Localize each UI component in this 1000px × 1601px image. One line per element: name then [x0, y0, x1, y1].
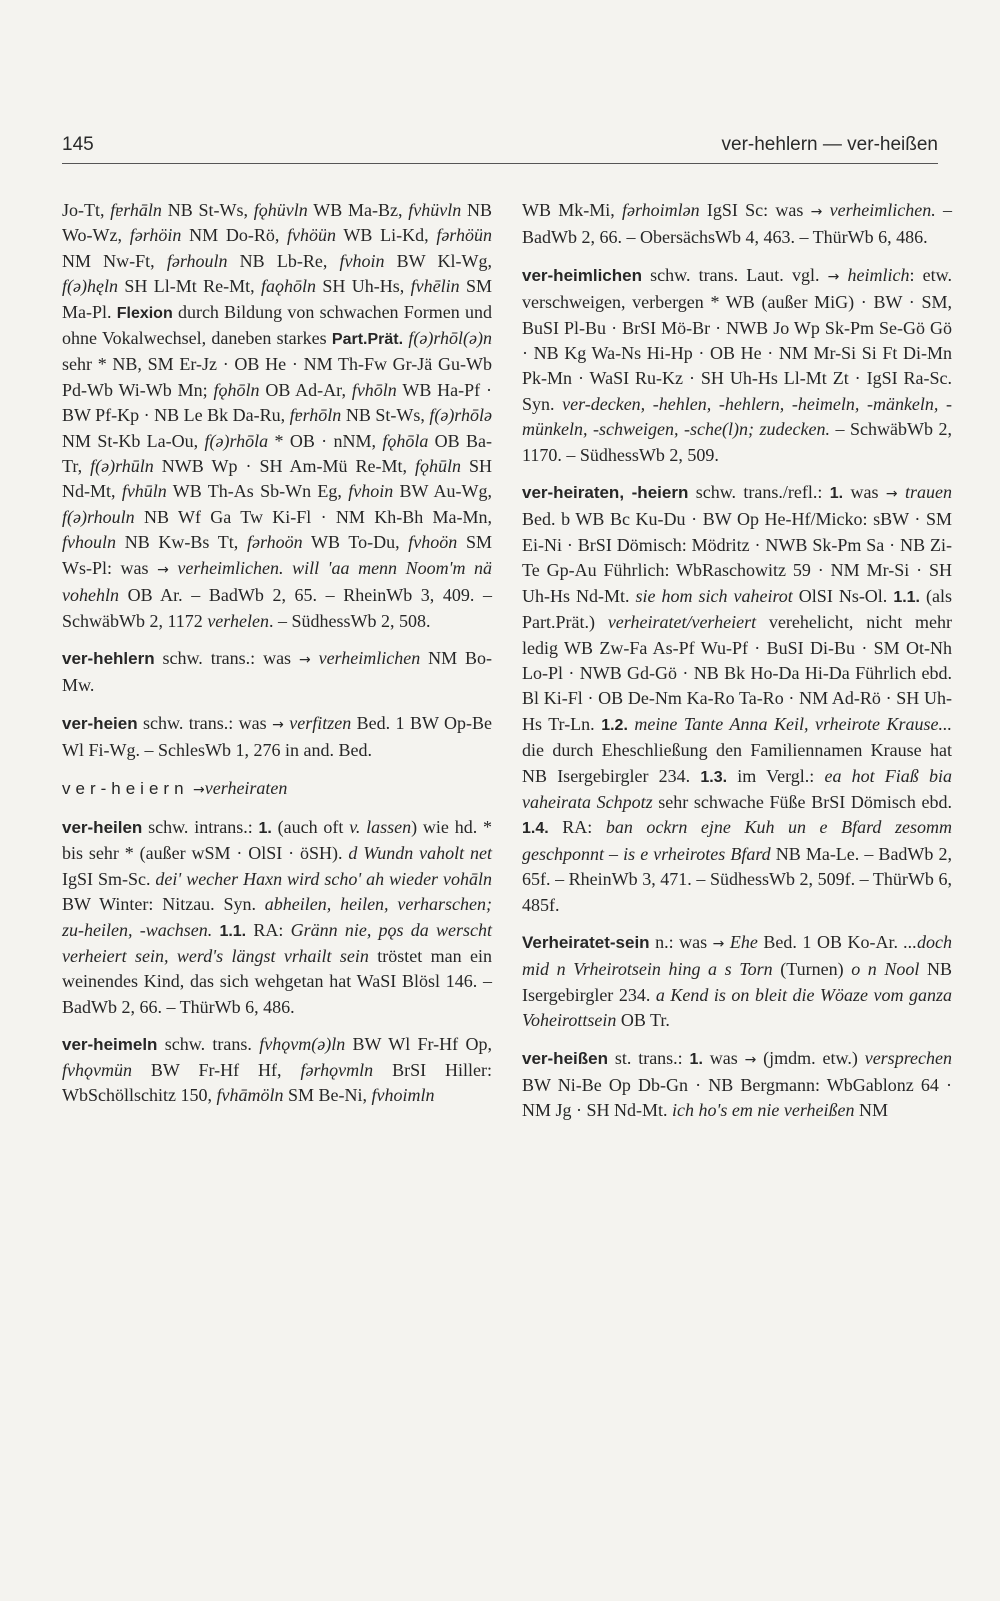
text: NWB Wp · SH Am-Mü Re-Mt,: [153, 456, 415, 477]
text: OB Ar. – BadWb 2, 65. – RheinWb 3, 409. – SchwäbWb 2, 1172: [62, 585, 492, 631]
italic-text: verheiratet/verheiert: [607, 612, 757, 633]
text: schw. intrans.:: [142, 816, 259, 837]
text: NB Wo-Wz,: [62, 200, 492, 246]
running-title: ver-hehlern — ver-heißen: [721, 134, 938, 155]
text: NB Ma-Le. – BadWb 2, 65f. – RheinWb 3, 471. – SüdhessWb 2, 509f. – ThürWb 6, 485f.: [522, 843, 952, 915]
text: verehelicht, nicht mehr ledig WB Zw-Fa As-Pf Wu-Pf · BuSI Di-Bu · SM Ot-Nh Lo-Pl · NWB Gd-Gö · NB Bk Ho-Da Hi-Da Führlich ebd. Bl Ki-Fl · OB De-Nm Ka-Ro Ta-Ro · NM Ad-Rö · SH Uh-Hs Tr-Ln.: [522, 612, 952, 734]
italic-text: versprechen: [864, 1047, 952, 1068]
italic-text: fərhǫvmln: [300, 1059, 374, 1080]
bold-marker: 1.1.: [219, 922, 247, 940]
italic-text: ban ockrn ejne Kuh un e Bfard zesomm geschponnt – is e vrheirotes Bfard: [522, 817, 952, 864]
bold-marker: 1.4.: [522, 820, 549, 838]
text: WB Li-Kd,: [336, 225, 437, 246]
italic-text: meine Tante Anna Keil, vrheirote Krause...: [634, 713, 952, 734]
italic-text: sie hom sich vaheirot: [635, 585, 793, 606]
text: * OB · nNM,: [268, 430, 383, 451]
text: SM Ma-Pl.: [62, 276, 492, 322]
text: IgSI Sm-Sc.: [62, 868, 156, 889]
text: SM Ws-Pl: was: [62, 532, 492, 578]
italic-text: fərhouln: [166, 250, 228, 271]
text: (Turnen): [772, 959, 852, 980]
text: [822, 200, 829, 220]
text: BW Au-Wg,: [393, 481, 492, 502]
italic-text: Gränn nie, pǫs da werscht verheiert sein, werd's längst vrhailt sein: [62, 919, 493, 966]
headword: ver-heimeln: [62, 1035, 158, 1055]
bold-marker: 1.2.: [601, 716, 628, 734]
text: [898, 482, 905, 502]
text: durch Bildung von schwachen Formen und ohne Vokalwechsel, daneben starkes: [62, 301, 492, 349]
headword: ver-heiraten, -heiern: [522, 483, 689, 503]
italic-text: fvhǫvmün: [62, 1059, 132, 1080]
dictionary-entry-entry-ver-heimlichen: [522, 263, 952, 468]
italic-text: fǫhōla: [382, 430, 429, 451]
arrow-icon: →: [827, 268, 840, 285]
italic-text: Ehe: [729, 931, 758, 952]
italic-text: fvhāmöln: [216, 1085, 284, 1105]
text: schw. trans.: was: [137, 712, 273, 733]
italic-text: verheimlichen.: [177, 557, 284, 578]
bold-marker: Flexion: [116, 304, 173, 322]
text: WB Ma-Bz,: [307, 200, 409, 220]
text: . – SüdhessWb 2, 508.: [268, 610, 431, 631]
italic-text: fvhēlin: [410, 276, 460, 297]
text: IgSI Sc: was: [699, 200, 811, 220]
italic-text: verfitzen: [289, 712, 352, 733]
text: NB Wf Ga Tw Ki-Fl · NM Kh-Bh Ma-Mn,: [134, 506, 492, 527]
dictionary-entry-entry-ver-heilen: [62, 815, 492, 1020]
text: die durch Eheschließung den Familiennamen Krause hat NB Isergebirgler 234.: [522, 740, 952, 786]
bold-marker: 1.: [829, 485, 844, 503]
text: schw. trans./refl.:: [688, 482, 830, 503]
text: (jmdm. etw.): [756, 1047, 865, 1068]
dictionary-entry-cont-verhehlen: [62, 198, 492, 634]
text: [839, 265, 847, 285]
text: [284, 558, 293, 578]
text: BW Ni-Be Op Db-Gn · NB Bergmann: WbGablonz 64 · NM Jg · SH Nd-Mt.: [522, 1075, 952, 1121]
italic-text: d Wundn vaholt net: [348, 843, 492, 864]
text: BW Fr-Hf Hf,: [131, 1059, 301, 1080]
text: WB Mk-Mi,: [522, 200, 622, 220]
italic-text: f(ə)rhouln: [62, 506, 135, 527]
text: ) wie hd. * bis sehr * (außer wSM · OlSI · öSH).: [62, 816, 492, 864]
page-number: 145: [62, 134, 94, 155]
dictionary-entry-entry-ver-heissen: [522, 1046, 952, 1124]
italic-text: ich ho's em nie verheißen: [672, 1100, 855, 1121]
italic-text: verheimlichen: [318, 647, 421, 668]
bold-marker: Part.Prät.: [331, 331, 404, 349]
text: OB Ad-Ar,: [259, 379, 352, 400]
italic-text: f(ə)rhūln: [90, 456, 154, 477]
bold-marker: 1.1.: [893, 588, 920, 606]
header-rule: [62, 163, 938, 164]
text: NB Isergebirgler 234.: [522, 959, 953, 1005]
italic-text: dei' wecher Haxn wird scho' ah wieder vohāln: [155, 868, 492, 889]
italic-text: fərhoimlən: [622, 200, 700, 220]
text: Bed. 1 OB Ko-Ar.: [757, 931, 904, 952]
headword: ver-heißen: [522, 1048, 608, 1068]
italic-text: v. lassen: [349, 816, 412, 837]
text: sehr schwache Füße BrSI Dömisch ebd.: [652, 791, 952, 812]
headword: ver-heien: [62, 713, 138, 733]
italic-text: abheilen, heilen, verharschen; zu-heilen, -wachsen.: [62, 894, 492, 940]
text: schw. trans.: [157, 1034, 260, 1055]
italic-text: fǫhūln: [414, 456, 461, 477]
italic-text: verheimlichen.: [829, 200, 936, 220]
italic-text: fvhüvln: [408, 200, 462, 220]
text: Bed. b WB Bc Ku-Du · BW Op He-Hf/Micko: sBW · SM Ei-Ni · BrSI Dömisch: Mödritz · NWB Sk-Pm Sa · NB Zi-Te Gp-Au Führlich: WbRaschowitz 59 · NM Mr-Si · SH Uh-Hs Nd-Mt.: [522, 509, 952, 606]
text: tröstet man ein weinendes Kind, das sich wehgetan hat WaSI Blösl 146. – BadWb 2, 66. – ThürWb 6, 486.: [62, 945, 492, 1017]
arrow-icon: →: [712, 935, 725, 952]
page-header: [62, 134, 938, 156]
italic-text: fvhoön: [408, 532, 458, 553]
arrow-icon: →: [885, 486, 898, 503]
italic-text: fɐrhōln: [289, 405, 342, 426]
italic-text: fǫhüvln: [253, 200, 308, 220]
italic-text: verheiraten: [204, 777, 288, 798]
bold-marker: 1.3.: [700, 768, 728, 786]
text: BW Wl Fr-Hf Op,: [345, 1034, 492, 1055]
italic-text: ea hot Fiaß bia vaheirata Schpotz: [522, 765, 952, 812]
dictionary-entry-entry-ver-hehlern: [62, 646, 492, 699]
text: WB To-Du,: [302, 532, 409, 553]
text: schw. trans. Laut. vgl.: [642, 264, 828, 285]
italic-text: a Kend is on bleit die Wöaze vom ganza Voheirottsein: [522, 984, 952, 1031]
text: st. trans.:: [607, 1047, 690, 1068]
text: OB Tr.: [616, 1010, 670, 1031]
italic-text: fərhöün: [436, 225, 492, 246]
dictionary-entry-entry-ver-heimeln: [62, 1032, 492, 1108]
italic-text: f(ə)rhōl(ə)n: [408, 328, 492, 349]
dictionary-entry-entry-verheiratet-sein: [522, 930, 952, 1034]
italic-text: fvhoin: [348, 481, 394, 502]
headword-spaced: ver-heiern: [62, 778, 189, 798]
text: sehr * NB, SM Er-Jz · OB He · NM Th-Fw Gr-Jä Gu-Wb Pd-Wb Wi-Wb Mn;: [62, 354, 492, 400]
italic-text: ...doch mid n Vrheirotsein hing a s Torn: [522, 931, 953, 980]
italic-text: will 'aa menn Noom'm nä vohehln: [62, 557, 493, 606]
text: OlSI Ns-Ol.: [792, 585, 894, 606]
arrow-icon: →: [157, 561, 169, 578]
text: SH Ll-Mt Re-Mt,: [117, 276, 261, 297]
arrow-icon: →: [744, 1051, 757, 1068]
text: NM Nw-Ft,: [62, 250, 167, 271]
text: SH Nd-Mt,: [62, 456, 492, 502]
italic-text: heimlich: [847, 264, 910, 285]
italic-text: trauen: [905, 482, 953, 503]
text: NM Bo-Mw.: [62, 647, 492, 696]
left-column: [62, 198, 492, 1120]
arrow-icon: →: [810, 204, 823, 220]
italic-text: f(ə)rhōla: [204, 430, 269, 451]
text: BW Kl-Wg,: [384, 250, 492, 271]
text: NB Kw-Bs Tt,: [116, 532, 247, 553]
text: BW Winter: Nitzau. Syn.: [62, 894, 265, 915]
italic-text: fərhoön: [246, 532, 303, 553]
italic-text: faǫhōln: [260, 276, 316, 297]
bold-marker: 1.: [689, 1050, 703, 1068]
text: BrSI Hiller: WbSchöllschitz 150,: [62, 1059, 492, 1105]
text: NB Lb-Re,: [227, 250, 340, 271]
italic-text: fvhoimln: [371, 1085, 435, 1105]
text: NM: [854, 1100, 888, 1121]
italic-text: fvhöün: [287, 225, 337, 246]
text: OB Ba-Tr,: [62, 430, 492, 477]
text: n.: was: [649, 931, 713, 952]
italic-text: fvhūln: [121, 481, 167, 502]
italic-text: fvhōln: [351, 379, 397, 400]
text: NM Do-Rö,: [181, 225, 288, 246]
headword: ver-heimlichen: [522, 265, 642, 285]
dictionary-entry-entry-ver-heien: [62, 711, 492, 764]
text: RA:: [548, 817, 606, 838]
text: NM St-Kb La-Ou,: [62, 430, 205, 451]
arrow-icon: →: [272, 716, 284, 733]
headword: ver-heilen: [62, 817, 143, 837]
dictionary-entry-entry-ver-heiraten: [522, 480, 952, 918]
italic-text: fvhoin: [339, 250, 385, 271]
text: RA:: [246, 919, 291, 940]
text: NB St-Ws,: [161, 200, 254, 220]
headword: Verheiratet-sein: [522, 932, 650, 952]
italic-text: f(ə)rhōlə: [429, 405, 492, 426]
text: im Vergl.:: [727, 765, 825, 786]
text: SM Be-Ni,: [283, 1085, 372, 1105]
dictionary-entry-entry-ver-heiern: [62, 776, 492, 803]
text: was: [702, 1047, 745, 1068]
text: was: [843, 482, 886, 503]
text: schw. trans.: was: [154, 647, 299, 668]
text: – SchwäbWb 2, 1170. – SüdhessWb 2, 509.: [522, 419, 953, 465]
text: WB Th-As Sb-Wn Eg,: [166, 481, 349, 502]
text: – BadWb 2, 66. – ObersächsWb 4, 463. – ThürWb 6, 486.: [522, 200, 953, 248]
italic-text: ver-decken, -hehlen, -hehlern, -heimeln, -mänkeln, -münkeln, -schweigen, -sche(l)n; zudecken.: [522, 393, 953, 440]
text: NB St-Ws,: [341, 405, 430, 426]
italic-text: fvhouln: [62, 532, 116, 553]
arrow-icon: →: [298, 651, 311, 668]
text: SH Uh-Hs,: [315, 276, 411, 297]
headword: ver-hehlern: [62, 648, 155, 668]
italic-text: o n Nool: [851, 959, 920, 980]
italic-text: f(ə)hęln: [62, 276, 118, 297]
bold-marker: 1.: [258, 819, 272, 837]
text: : etw. verschweigen, verbergen * WB (außer MiG) · BW · SM, BuSI Pl-Bu · BrSI Mö-Br · NWB Jo Wp Sk-Pm Se-Gö Gö · NB Kg Wa-Ns Hi-Hp · OB He · NM Mr-Si Si Ft Di-Mn Pk-Mn · WaSI Ru-Kz · SH Uh-Hs Ll-Mt Zt · IgSI Ra-Sc. Syn.: [522, 264, 952, 414]
italic-text: verhelen: [207, 610, 269, 631]
text: Jo-Tt,: [62, 200, 111, 220]
arrow-icon: →: [193, 781, 205, 798]
text: (auch oft: [271, 816, 350, 837]
text: (als Part.Prät.): [522, 585, 952, 633]
text: WB Ha-Pf · BW Pf-Kp · NB Le Bk Da-Ru,: [62, 379, 493, 426]
right-column: [522, 198, 952, 1136]
italic-text: fərhöin: [129, 225, 182, 246]
dictionary-entry-cont-verheimeln: [522, 198, 952, 251]
italic-text: fǫhōln: [213, 379, 260, 400]
text: [311, 648, 319, 668]
italic-text: fvhǫvm(ə)ln: [259, 1034, 346, 1055]
text: Bed. 1 BW Op-Be Wl Fi-Wg. – SchlesWb 1, 276 in and. Bed.: [62, 712, 493, 761]
italic-text: fɐrhāln: [110, 200, 162, 220]
